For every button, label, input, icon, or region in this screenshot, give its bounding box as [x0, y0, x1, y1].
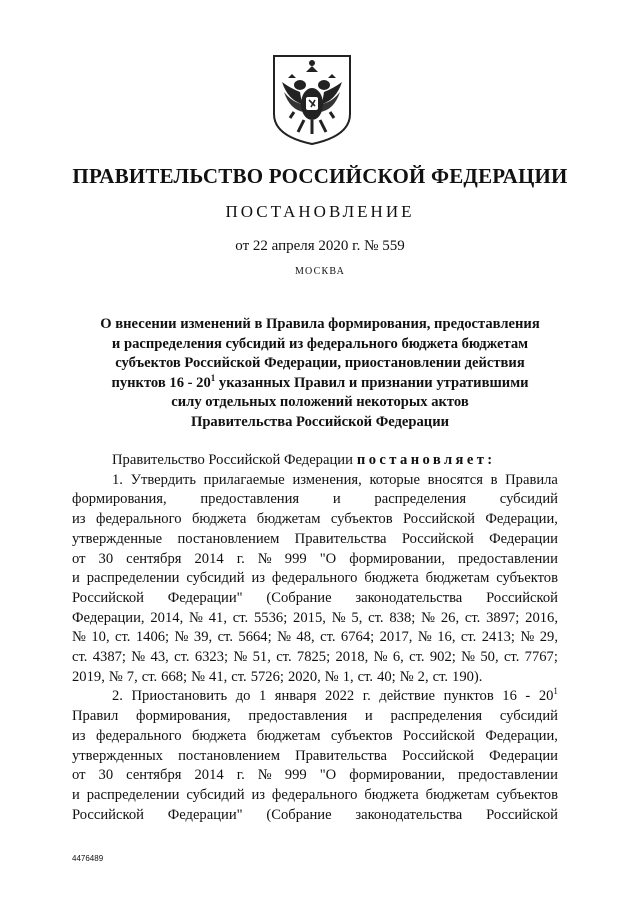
- word: 4387;: [92, 649, 126, 666]
- word: №: [174, 629, 189, 646]
- paragraph-2-line: [72, 747, 558, 767]
- word: вносятся: [427, 471, 483, 488]
- word: распределения: [390, 708, 483, 725]
- word: Правил: [72, 708, 119, 725]
- word: №: [421, 609, 436, 626]
- word: Российской: [403, 511, 475, 528]
- word: 40;: [377, 668, 396, 685]
- word: Федерации,: [485, 511, 558, 528]
- word: сентября: [126, 767, 182, 784]
- word: 41,: [209, 668, 228, 685]
- word: ст.: [464, 609, 481, 626]
- word: Российской: [72, 589, 144, 606]
- word: распределения: [374, 491, 467, 508]
- word: ст.: [409, 649, 425, 666]
- subject-line: пунктов $16 - 20^1$ указанных Правил и признании утратившими: [111, 372, 529, 391]
- word: от: [72, 550, 86, 567]
- paragraph-1-line: [72, 490, 558, 510]
- word: Утвердить: [130, 471, 196, 488]
- word: №: [131, 649, 146, 666]
- word: 16,: [437, 629, 456, 646]
- document-subject: [70, 315, 570, 433]
- word: №: [520, 629, 535, 646]
- word: 2017,: [379, 629, 413, 646]
- word: 39,: [193, 629, 213, 646]
- word: сентября: [126, 550, 182, 567]
- word: ст.: [503, 649, 520, 666]
- word: Российской: [401, 530, 474, 547]
- word: формирования,: [72, 491, 167, 508]
- government-title: ПРАВИТЕЛЬСТВО РОССИЙСКОЙ ФЕДЕРАЦИИ: [72, 164, 568, 188]
- decree-word: постановляет:: [356, 452, 496, 468]
- word: субъектов: [330, 727, 393, 744]
- word: Правительства: [295, 747, 387, 764]
- paragraph-1-line: [72, 530, 558, 550]
- word: из: [72, 727, 86, 744]
- word: (Собрание: [266, 806, 332, 823]
- word: Федерации": [167, 589, 243, 606]
- word: предоставлении: [458, 550, 558, 567]
- word: федерального: [271, 786, 358, 803]
- word: г.: [362, 688, 371, 705]
- paragraph-2-line: [72, 806, 558, 826]
- word: $20^1$: [538, 686, 558, 705]
- word: 26,: [440, 609, 460, 626]
- word: января: [274, 688, 317, 705]
- word: Российской: [402, 747, 474, 764]
- word: 999: [284, 767, 307, 784]
- word: 6,: [392, 649, 404, 666]
- word: "О: [319, 767, 337, 784]
- word: 1406;: [135, 629, 170, 646]
- word: 2014: [194, 767, 224, 784]
- word: от: [72, 767, 86, 784]
- document-type: ПОСТАНОВЛЕНИЕ: [225, 202, 415, 221]
- word: 6764;: [340, 629, 375, 646]
- subject-line: силу отдельных положений некоторых актов: [171, 394, 469, 411]
- word: формировании,: [349, 550, 445, 567]
- word: 29,: [539, 629, 558, 646]
- word: субсидий: [186, 570, 245, 587]
- word: №: [324, 668, 339, 685]
- word: бюджета: [191, 511, 247, 528]
- word: законодательства: [355, 806, 463, 823]
- document-code: 4476489: [72, 854, 104, 863]
- word: распределении: [86, 786, 180, 803]
- subject-line: и распределения субсидий из федерального бюджета бюджетам: [111, 335, 529, 352]
- word: 5536;: [254, 609, 288, 626]
- word: 1: [258, 688, 267, 705]
- word: г.: [236, 550, 245, 567]
- word: №: [72, 629, 86, 646]
- paragraph-1-line: [72, 471, 558, 491]
- word: ст.: [115, 629, 131, 646]
- word: 30: [98, 550, 114, 567]
- word: 2019,: [72, 668, 105, 685]
- subject-line: Правительства Российской Федерации: [190, 413, 450, 430]
- word: субъектов: [496, 570, 558, 587]
- word: 2016,: [525, 609, 558, 626]
- word: ст.: [432, 668, 449, 685]
- word: №: [257, 550, 272, 567]
- word: в: [490, 471, 498, 488]
- word: 5726;: [250, 668, 284, 685]
- word: бюджетам: [425, 786, 490, 803]
- word: 50,: [480, 649, 499, 666]
- word: ст.: [357, 668, 374, 685]
- word: ст.: [320, 629, 336, 646]
- paragraph-1-line: [72, 510, 558, 530]
- word: 6323;: [194, 649, 229, 666]
- word: предоставлении: [458, 767, 558, 784]
- word: изменения,: [292, 471, 362, 488]
- subject-line: субъектов Российской Федерации, приостановлении действия: [115, 355, 525, 372]
- word: бюджета: [364, 570, 419, 587]
- word: субсидий: [499, 708, 558, 725]
- double-headed-eagle-icon: [270, 52, 354, 146]
- word: Федерации,: [485, 727, 558, 744]
- word: №: [461, 649, 476, 666]
- word: ст.: [276, 649, 292, 666]
- word: и: [72, 786, 80, 803]
- word: №: [399, 668, 414, 685]
- word: до: [235, 688, 251, 705]
- word: 3897;: [486, 609, 520, 626]
- word: постановлением: [178, 747, 280, 764]
- word: 7,: [126, 668, 138, 685]
- word: из: [251, 570, 266, 587]
- word: 7767;: [524, 649, 558, 666]
- paragraph-2-line: [72, 727, 558, 747]
- word: 51,: [252, 649, 271, 666]
- word: 902;: [429, 649, 456, 666]
- word: №: [108, 668, 123, 685]
- word: 41,: [208, 609, 227, 626]
- paragraph-1-line: [72, 589, 558, 609]
- word: Российской: [486, 806, 558, 823]
- word: субъектов: [496, 786, 558, 803]
- word: 2014: [194, 550, 224, 567]
- word: ст.: [174, 649, 190, 666]
- paragraph-1-line: [72, 609, 558, 629]
- word: Правительства: [294, 530, 387, 547]
- word: действие: [379, 688, 436, 705]
- word: бюджетам: [256, 511, 321, 528]
- word: Правила: [505, 471, 558, 488]
- word: 999: [284, 550, 307, 567]
- word: и: [364, 708, 373, 725]
- word: ст.: [217, 629, 233, 646]
- document-body: [72, 451, 558, 825]
- word: (Собрание: [266, 589, 332, 606]
- word: №: [331, 609, 346, 626]
- word: федерального: [96, 727, 182, 744]
- word: субсидий: [499, 491, 558, 508]
- word: 5664;: [238, 629, 272, 646]
- word: 5,: [351, 609, 363, 626]
- word: 2413;: [481, 629, 515, 646]
- word: утвержденных: [72, 747, 163, 764]
- word: №: [191, 668, 206, 685]
- word: субъектов: [330, 511, 393, 528]
- paragraph-1-line: [72, 569, 558, 589]
- word: №: [417, 629, 432, 646]
- word: 838;: [389, 609, 416, 626]
- word: 1,: [342, 668, 354, 685]
- word: из: [251, 786, 266, 803]
- word: Федерации,: [72, 609, 145, 626]
- word: предоставления: [248, 708, 348, 725]
- word: г.: [236, 767, 245, 784]
- word: ст.: [232, 609, 249, 626]
- word: 2018,: [335, 649, 369, 666]
- word: законодательства: [355, 589, 463, 606]
- word: формировании,: [349, 767, 445, 784]
- word: федерального: [96, 511, 182, 528]
- word: федерального: [271, 570, 358, 587]
- word: постановлением: [177, 530, 280, 547]
- word: Российской: [403, 727, 475, 744]
- word: ст.: [72, 649, 88, 666]
- word: 48,: [296, 629, 315, 646]
- word: 2022: [325, 688, 355, 705]
- word: из: [72, 511, 86, 528]
- paragraph-2-line: [72, 786, 558, 806]
- word: бюджетам: [425, 570, 490, 587]
- word: Федерации: [489, 530, 558, 547]
- paragraph-2-line: [72, 707, 558, 727]
- word: бюджета: [191, 727, 247, 744]
- word: формирования,: [136, 708, 231, 725]
- word: ст.: [368, 609, 384, 626]
- word: распределении: [86, 570, 180, 587]
- word: "О: [319, 550, 337, 567]
- word: ст.: [141, 668, 158, 685]
- word: №: [257, 767, 272, 784]
- paragraph-1-line: [72, 628, 558, 648]
- word: 43,: [150, 649, 169, 666]
- word: и: [72, 570, 80, 587]
- word: бюджета: [364, 786, 419, 803]
- word: №: [189, 609, 203, 626]
- word: утвержденные: [72, 530, 163, 547]
- word: предоставления: [200, 491, 300, 508]
- paragraph-2-line: [72, 766, 558, 786]
- word: -: [525, 688, 531, 705]
- word: 190).: [452, 668, 483, 685]
- paragraph-1-line: [72, 550, 558, 570]
- word: 2.: [112, 688, 123, 705]
- word: 7825;: [296, 649, 331, 666]
- word: 668;: [161, 668, 188, 685]
- date-and-number: от 22 апреля 2020 г. № 559: [235, 238, 405, 254]
- word: 2015,: [293, 609, 326, 626]
- coat-of-arms-emblem: [270, 52, 354, 146]
- word: №: [373, 649, 388, 666]
- word: №: [233, 649, 248, 666]
- word: 2020,: [287, 668, 321, 685]
- word: Федерации: [489, 747, 558, 764]
- preamble-text: Правительство Российской Федерации: [112, 452, 353, 468]
- word: бюджетам: [256, 727, 321, 744]
- word: 16: [502, 688, 517, 705]
- city-name: МОСКВА: [294, 266, 346, 277]
- word: субсидий: [186, 786, 245, 803]
- paragraph-1-line: [72, 668, 558, 688]
- word: Российской: [72, 806, 144, 823]
- word: Приостановить: [131, 688, 228, 705]
- word: ст.: [460, 629, 477, 646]
- preamble-line: [72, 451, 558, 471]
- word: прилагаемые: [203, 471, 285, 488]
- word: Федерации": [167, 806, 243, 823]
- word: 2014,: [150, 609, 184, 626]
- word: и: [332, 491, 341, 508]
- word: 2,: [417, 668, 429, 685]
- word: которые: [369, 471, 420, 488]
- paragraph-2-line: [72, 687, 558, 707]
- subject-line: О внесении изменений в Правила формирования, предоставления: [100, 316, 540, 332]
- word: 10,: [91, 629, 110, 646]
- word: Российской: [486, 589, 558, 606]
- word: пунктов: [443, 688, 494, 705]
- word: 30: [98, 767, 114, 784]
- word: 1.: [112, 471, 123, 488]
- paragraph-1-line: [72, 648, 558, 668]
- word: ст.: [231, 668, 247, 685]
- word: №: [277, 629, 291, 646]
